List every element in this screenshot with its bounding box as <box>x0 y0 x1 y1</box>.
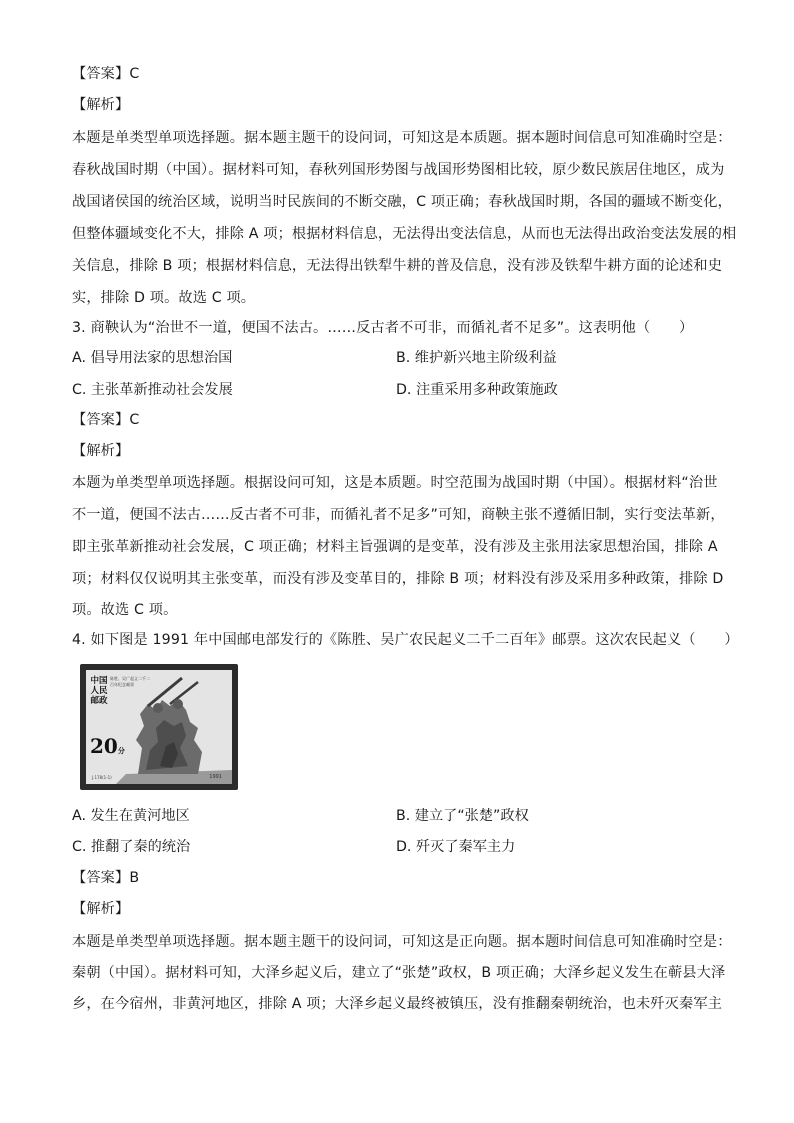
q2-analysis-line: 但整体疆域变化不大，排除 A 项；根据材料信息，无法得出变法信息，从而也无法得出政治变法发展的相 <box>72 226 737 242</box>
q3-option-c: C. 主张革新推动社会发展 <box>72 382 233 398</box>
q4-option-d: D. 歼灭了秦军主力 <box>396 839 516 855</box>
q2-answer: 【答案】C <box>72 66 140 82</box>
q3-analysis-line: 项。故选 C 项。 <box>72 602 178 618</box>
q3-analysis-label: 【解析】 <box>72 443 130 459</box>
commemorative-stamp-image <box>80 664 238 790</box>
q2-analysis-line: 关信息，排除 B 项；根据材料信息，无法得出铁犁牛耕的普及信息，没有涉及铁犁牛耕方面的论述和史 <box>72 258 723 274</box>
q2-analysis-line: 春秋战国时期（中国）。据材料可知，春秋列国形势图与战国形势图相比较，原少数民族居住地区，成为 <box>72 162 725 178</box>
q4-option-b: B. 建立了“张楚”政权 <box>396 808 529 824</box>
q4-analysis-line: 秦朝（中国）。据材料可知，大泽乡起义后，建立了“张楚”政权，B 项正确；大泽乡起义发生在蕲县大泽 <box>72 965 726 981</box>
q2-analysis-line: 实，排除 D 项。故选 C 项。 <box>72 290 256 306</box>
q2-analysis-line: 战国诸侯国的统治区域，说明当时民族间的不断交融，C 项正确；春秋战国时期，各国的疆域不断变化， <box>72 194 732 210</box>
q4-analysis-line: 本题是单类型单项选择题。据本题主题干的设问词，可知这是正向题。据本题时间信息可知准确时空是： <box>72 934 732 950</box>
q4-option-c: C. 推翻了秦的统治 <box>72 839 191 855</box>
q3-analysis-line: 项；材料仅仅说明其主张变革，而没有涉及变革目的，排除 B 项；材料没有涉及采用多种政策，排除 D <box>72 571 724 587</box>
stamp-caption: 陈胜、吴广起义二千二百年纪念邮票 <box>110 676 150 687</box>
q4-analysis-label: 【解析】 <box>72 901 130 917</box>
stamp-year: 1991 <box>209 774 222 780</box>
q2-analysis-label: 【解析】 <box>72 97 130 113</box>
q4-answer: 【答案】B <box>72 870 140 886</box>
q3-stem: 3. 商鞅认为“治世不一道，便国不法古。……反古者不可非，而循礼者不足多”。这表明他（ ） <box>72 320 694 336</box>
q3-analysis-line: 不一道，便国不法古……反古者不可非，而循礼者不足多”可知，商鞅主张不遵循旧制，实行变法革新， <box>72 507 725 523</box>
q3-answer: 【答案】C <box>72 412 140 428</box>
stamp-country-label: 中国人民邮政 <box>90 676 108 706</box>
q4-stem: 4. 如下图是 1991 年中国邮电部发行的《陈胜、吴广农民起义二千二百年》邮票。这次农民起义（ ） <box>72 632 739 648</box>
q3-option-a: A. 倡导用法家的思想治国 <box>72 350 233 366</box>
q3-option-d: D. 注重采用多种政策施政 <box>396 382 558 398</box>
q3-option-b: B. 维护新兴地主阶级利益 <box>396 350 557 366</box>
stamp-serial: J.178(1-1) <box>92 775 112 780</box>
q4-analysis-line: 乡，在今宿州，非黄河地区，排除 A 项；大泽乡起义最终被镇压，没有推翻秦朝统治，也未歼灭秦军主 <box>72 996 723 1012</box>
q4-option-a: A. 发生在黄河地区 <box>72 808 190 824</box>
q3-analysis-line: 本题为单类型单项选择题。根据设问可知，这是本质题。时空范围为战国时期（中国）。根据材料“治世 <box>72 475 718 491</box>
stamp-face-value: 20分 <box>90 734 125 758</box>
q3-analysis-line: 即主张革新推动社会发展，C 项正确；材料主旨强调的是变革，没有涉及主张用法家思想治国，排除 A <box>72 539 718 555</box>
q2-analysis-line: 本题是单类型单项选择题。据本题主题干的设问词，可知这是本质题。据本题时间信息可知准确时空是： <box>72 130 732 146</box>
